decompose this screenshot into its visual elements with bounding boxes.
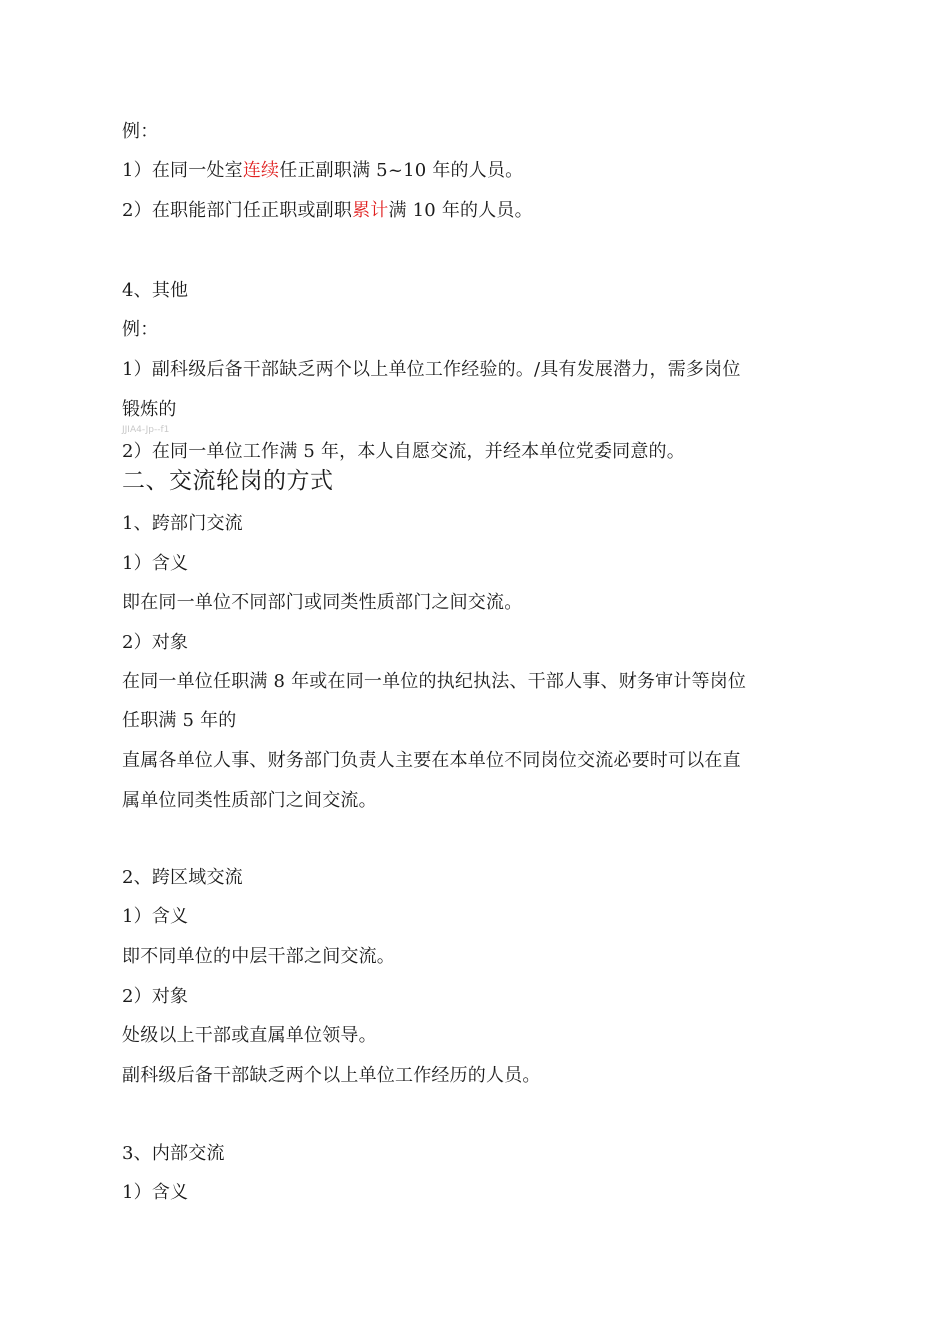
section-heading: 3、内部交流 bbox=[122, 1143, 225, 1164]
sub-heading: 1）含义 bbox=[122, 553, 189, 574]
list-item-continuation: 锻炼的 bbox=[122, 399, 177, 420]
paragraph: 在同一单位任职满 8 年或在同一单位的执纪执法、干部人事、财务审计等岗位 bbox=[122, 671, 747, 692]
example-label: 例： bbox=[122, 319, 159, 340]
example-label: 例： bbox=[122, 121, 159, 142]
sub-heading: 1）含义 bbox=[122, 906, 189, 927]
sub-heading: 2）对象 bbox=[122, 632, 189, 653]
item-text: 1）在同一处室 bbox=[122, 160, 243, 181]
item-text: 任正副职满 5~10 年的人员。 bbox=[279, 160, 524, 181]
paragraph: 即不同单位的中层干部之间交流。 bbox=[122, 946, 395, 967]
section-heading: 2、跨区域交流 bbox=[122, 867, 243, 888]
item-text: 满 10 年的人员。 bbox=[388, 200, 533, 221]
section-heading: 4、其他 bbox=[122, 280, 189, 301]
list-item: 1）副科级后备干部缺乏两个以上单位工作经验的。/具有发展潜力，需多岗位 bbox=[122, 359, 741, 380]
sub-heading: 2）对象 bbox=[122, 986, 189, 1007]
paragraph-continuation: 属单位同类性质部门之间交流。 bbox=[122, 790, 377, 811]
chapter-heading: 二、交流轮岗的方式 bbox=[122, 468, 334, 494]
faint-watermark-text: JJIA4-Jp--f1 bbox=[122, 425, 170, 435]
paragraph: 即在同一单位不同部门或同类性质部门之间交流。 bbox=[122, 592, 523, 613]
list-item: 2）在同一单位工作满 5 年，本人自愿交流，并经本单位党委同意的。 bbox=[122, 441, 685, 462]
list-item bbox=[122, 159, 822, 183]
highlight-text: 连续 bbox=[242, 160, 280, 181]
section-heading: 1、跨部门交流 bbox=[122, 513, 243, 534]
paragraph: 直属各单位人事、财务部门负责人主要在本单位不同岗位交流必要时可以在直 bbox=[122, 750, 741, 771]
paragraph-continuation: 任职满 5 年的 bbox=[122, 710, 237, 731]
paragraph: 副科级后备干部缺乏两个以上单位工作经历的人员。 bbox=[122, 1065, 541, 1086]
highlight-text: 累计 bbox=[352, 200, 389, 221]
list-item bbox=[122, 199, 822, 223]
paragraph: 处级以上干部或直属单位领导。 bbox=[122, 1025, 377, 1046]
item-text: 2）在职能部门任正职或副职 bbox=[122, 200, 353, 221]
sub-heading: 1）含义 bbox=[122, 1182, 189, 1203]
